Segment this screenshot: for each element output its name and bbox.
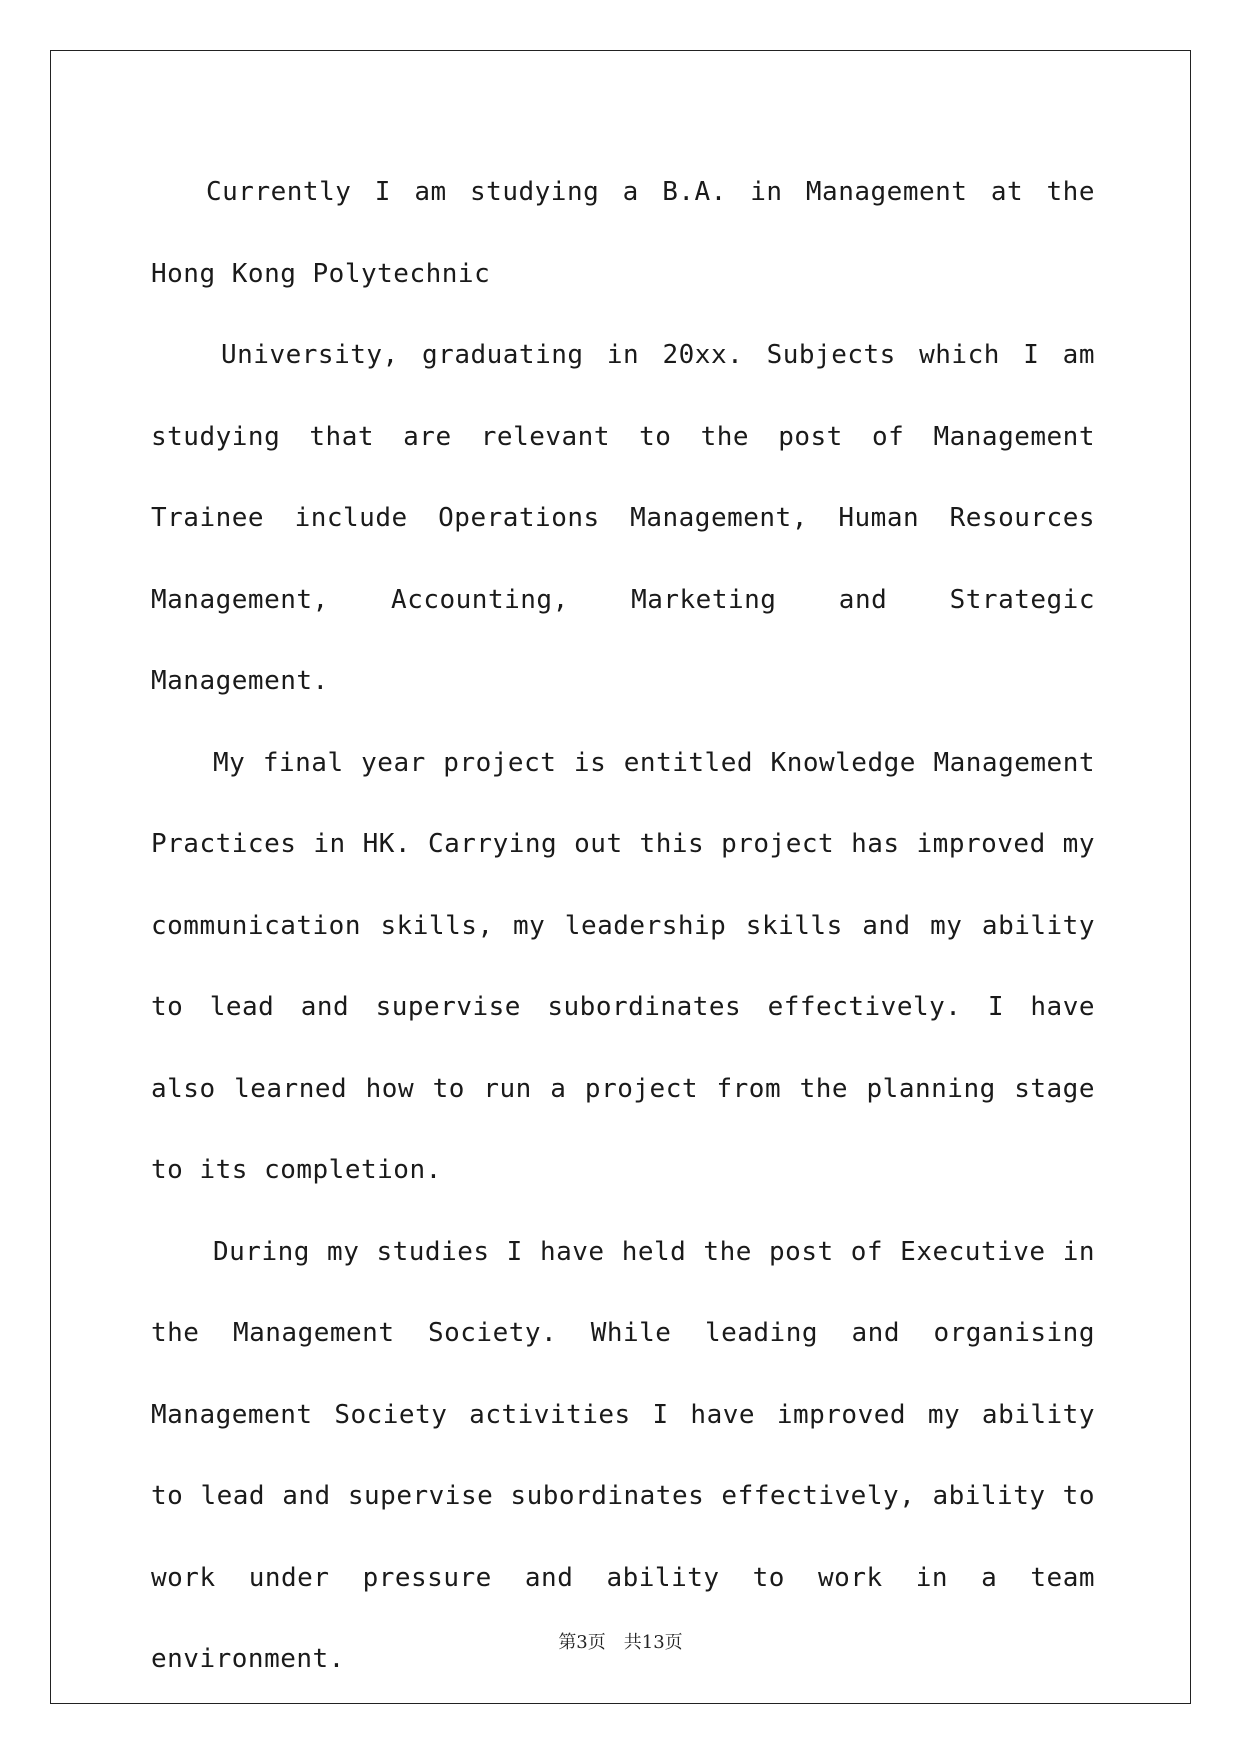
page-number-label: 第3页 共13页 (558, 1632, 683, 1653)
paragraph-current-studies: Currently I am studying a B.A. in Management at the Hong Kong Polytechnic (151, 177, 1095, 289)
paragraph-subjects: University, graduating in 20xx. Subjects which I am studying that are relevant to the post of Management Trainee include Operations Management, Human Resources Management, Accounting, Marketing and Strategic Management. (151, 340, 1095, 696)
document-body (151, 152, 1095, 1701)
page-number-footer (0, 1628, 1241, 1654)
paragraph-final-year-project: My final year project is entitled Knowledge Management Practices in HK. Carrying out this project has improved my communication skills, my leadership skills and my ability to lead and supervise subordinates effectively. I have also learned how to run a project from the planning stage to its completion. (151, 747, 1095, 1185)
paragraph-management-society: During my studies I have held the post of Executive in the Management Society. While leading and organising Management Society activities I have improved my ability to lead and supervise subordinates effectively, ability to work under pressure and ability to work in a team environment. (151, 1236, 1095, 1674)
